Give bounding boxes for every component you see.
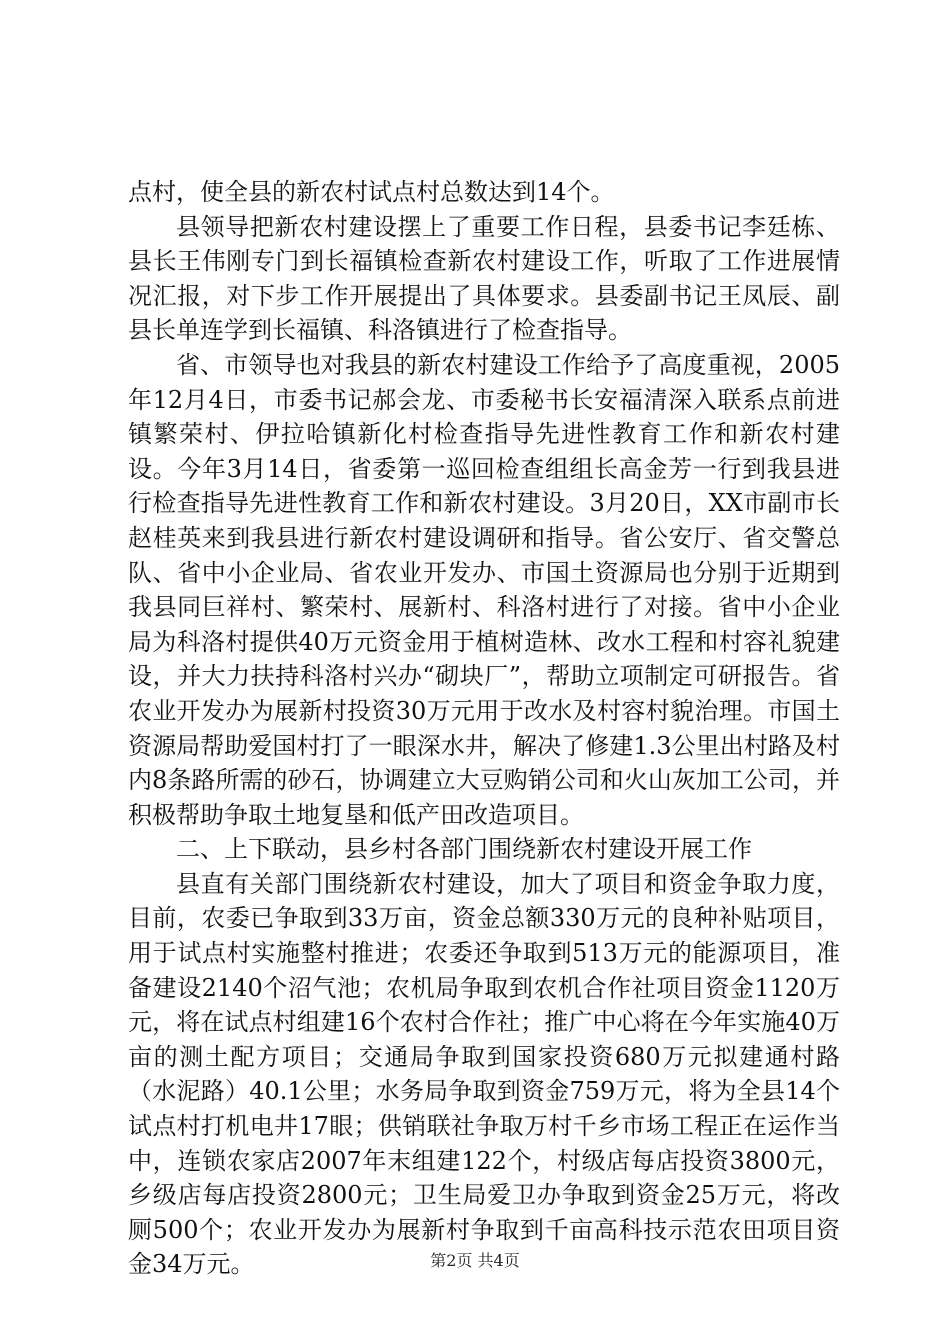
document-body — [128, 175, 840, 1282]
paragraph-provincial-leaders: 省、市领导也对我县的新农村建设工作给予了高度重视，2005年12月4日，市委书记郝会龙、市委秘书长安福清深入联系点前进镇繁荣村、伊拉哈镇新化村检查指导先进性教育工作和新农村建设。今年3月14日，省委第一巡回检查组组长高金芳一行到我县进行检查指导先进性教育工作和新农村建设。3月20日，XX市副市长赵桂英来到我县进行新农村建设调研和指导。省公安厅、省交警总队、省中小企业局、省农业开发办、市国土资源局也分别于近期到我县同巨祥村、繁荣村、展新村、科洛村进行了对接。省中小企业局为科洛村提供40万元资金用于植树造林、改水工程和村容礼貌建设，并大力扶持科洛村兴办“砌块厂”，帮助立项制定可研报告。省农业开发办为展新村投资30万元用于改水及村容村貌治理。市国土资源局帮助爱国村打了一眼深水井，解决了修建1.3公里出村路及村内8条路所需的砂石，协调建立大豆购销公司和火山灰加工公司，并积极帮助争取土地复垦和低产田改造项目。 — [128, 350, 840, 829]
paragraph-continuation: 点村，使全县的新农村试点村总数达到14个。 — [128, 178, 615, 206]
paragraph-county-leaders: 县领导把新农村建设摆上了重要工作日程，县委书记李廷栋、县长王伟刚专门到长福镇检查新农村建设工作，听取了工作进展情况汇报，对下步工作开展提出了具体要求。县委副书记王凤辰、副县长单连学到长福镇、科洛镇进行了检查指导。 — [128, 212, 840, 345]
section-heading: 二、上下联动，县乡村各部门围绕新农村建设开展工作 — [176, 835, 752, 864]
paragraph-departments: 县直有关部门围绕新农村建设，加大了项目和资金争取力度，目前，农委已争取到33万亩，资金总额330万元的良种补贴项目，用于试点村实施整村推进；农委还争取到513万元的能源项目，准备建设2140个沼气池；农机局争取到农机合作社项目资金1120万元，将在试点村组建16个农村合作社；推广中心将在今年实施40万亩的测土配方项目；交通局争取到国家投资680万元拟建通村路（水泥路）40.1公里；水务局争取到资金759万元，将为全县14个试点村打机电井17眼；供销联社争取万村千乡市场工程正在运作当中，连锁农家店2007年末组建122个，村级店每店投资3800元，乡级店每店投资2800元；卫生局爱卫办争取到资金25万元，将改厕500个；农业开发办为展新村争取到千亩高科技示范农田项目资金34万元。 — [128, 869, 840, 1279]
page-number-footer: 第2页 共4页 — [430, 1251, 520, 1270]
